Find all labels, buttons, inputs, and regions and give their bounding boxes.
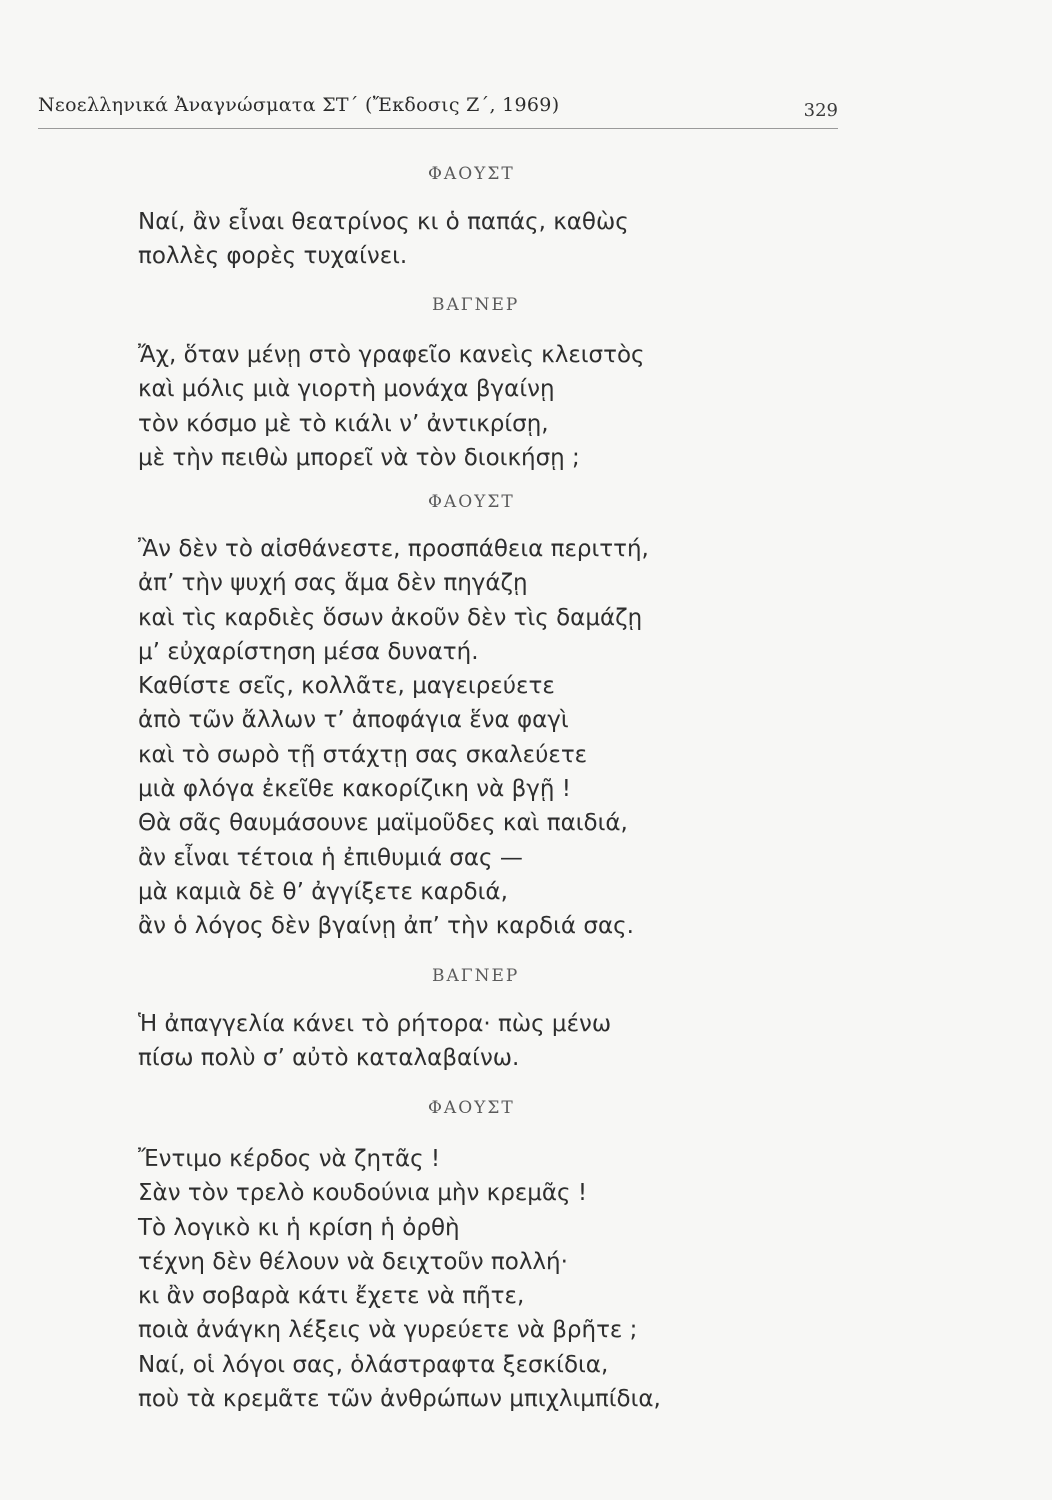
verse-line: ἂν ὁ λόγος δὲν βγαίνῃ ἀπ’ τὴν καρδιά σας. — [138, 913, 634, 940]
verse-line: μὰ καμιὰ δὲ θ’ ἀγγίξετε καρδιά, — [138, 878, 508, 905]
verse-line: ποιὰ ἀνάγκη λέξεις νὰ γυρεύετε νὰ βρῆτε ; — [138, 1317, 638, 1344]
header-rule — [38, 128, 838, 129]
verse-stanza — [138, 532, 649, 944]
verse-line: Ἄχ, ὅταν μένῃ στὸ γραφεῖο κανεὶς κλειστὸς — [138, 342, 645, 368]
verse-line: μ’ εὐχαρίστηση μέσα δυνατή. — [138, 638, 479, 665]
verse-stanza — [138, 1007, 611, 1076]
verse-line: ἂν εἶναι τέτοια ἡ ἐπιθυμιά σας — — [138, 844, 523, 871]
speaker-name: ΦΑΟΥΣΤ — [428, 492, 515, 512]
running-head — [38, 94, 838, 128]
verse-stanza — [138, 1142, 661, 1416]
verse-line: πολλὲς φορὲς τυχαίνει. — [138, 243, 408, 270]
verse-line: ἀπ’ τὴν ψυχή σας ἅμα δὲν πηγάζῃ — [138, 570, 528, 597]
verse-line: Ἡ ἀπαγγελία κάνει τὸ ρήτορα· πὼς μένω — [138, 1011, 612, 1037]
verse-stanza — [138, 205, 629, 274]
verse-line: Σὰν τὸν τρελὸ κουδούνια μὴν κρεμᾶς ! — [138, 1180, 588, 1207]
verse-line: πίσω πολὺ σ’ αὐτὸ καταλαβαίνω. — [138, 1045, 520, 1072]
verse-line: ἀπὸ τῶν ἄλλων τ’ ἀποφάγια ἕνα φαγὶ — [138, 707, 569, 734]
verse-line: Τὸ λογικὸ κι ἡ κρίση ἡ ὀρθὴ — [138, 1214, 460, 1241]
speaker-name: ΦΑΟΥΣΤ — [428, 164, 515, 184]
verse-line: μὲ τὴν πειθὼ μπορεῖ νὰ τὸν διοικήσῃ ; — [138, 444, 580, 471]
verse-stanza — [138, 338, 645, 475]
running-title: Νεοελληνικά Ἀναγνώσματα ΣΤ΄ (Ἔκδοσις Ζ΄, 1969) — [38, 94, 560, 116]
verse-line: μιὰ φλόγα ἐκεῖθε κακορίζικη νὰ βγῇ ! — [138, 776, 572, 803]
verse-line: Θὰ σᾶς θαυμάσουνε μαϊμοῦδες καὶ παιδιά, — [138, 810, 628, 837]
verse-line: καὶ μόλις μιὰ γιορτὴ μονάχα βγαίνῃ — [138, 376, 555, 403]
verse-line: τὸν κόσμο μὲ τὸ κιάλι ν’ ἀντικρίσῃ, — [138, 410, 549, 437]
speaker-name: ΒΑΓΝΕΡ — [432, 295, 520, 315]
verse-line: καὶ τὶς καρδιὲς ὅσων ἀκοῦν δὲν τὶς δαμάζῃ — [138, 604, 643, 631]
verse-line: ποὺ τὰ κρεμᾶτε τῶν ἀνθρώπων μπιχλιμπίδια, — [138, 1386, 661, 1413]
verse-line: Ναί, οἱ λόγοι σας, ὁλάστραφτα ξεσκίδια, — [138, 1351, 609, 1378]
verse-line: τέχνη δὲν θέλουν νὰ δειχτοῦν πολλή· — [138, 1248, 568, 1275]
verse-line: καὶ τὸ σωρὸ τῇ στάχτῃ σας σκαλεύετε — [138, 741, 588, 768]
verse-line: Καθίστε σεῖς, κολλᾶτε, μαγειρεύετε — [138, 673, 555, 700]
verse-line: Ναί, ἂν εἶναι θεατρίνος κι ὁ παπάς, καθὼς — [138, 209, 629, 235]
verse-line: Ἔντιμο κέρδος νὰ ζητᾶς ! — [138, 1146, 441, 1172]
speaker-name: ΦΑΟΥΣΤ — [428, 1098, 515, 1118]
verse-line: Ἂν δὲν τὸ αἰσθάνεστε, προσπάθεια περιττή, — [138, 536, 649, 562]
page-number: 329 — [803, 100, 838, 121]
speaker-name: ΒΑΓΝΕΡ — [432, 966, 520, 986]
verse-line: κι ἂν σοβαρὰ κάτι ἔχετε νὰ πῆτε, — [138, 1283, 525, 1310]
